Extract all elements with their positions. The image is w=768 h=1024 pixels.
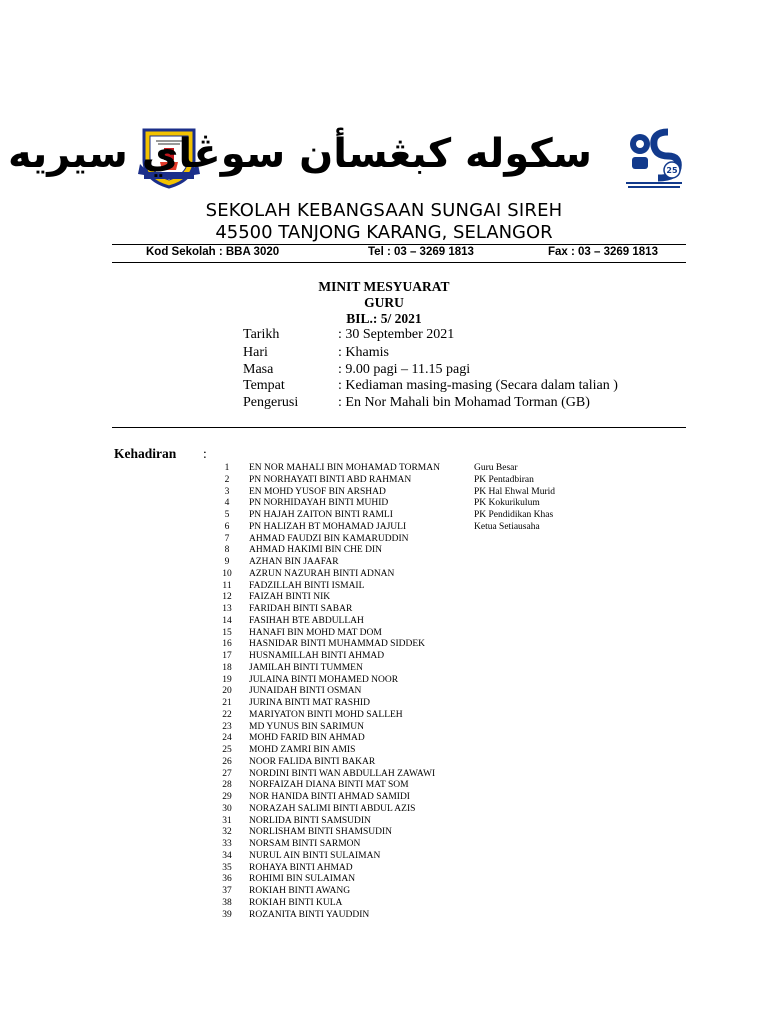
attendee-name: AHMAD HAKIMI BIN CHE DIN [249,545,382,556]
attendee-number: 8 [224,545,230,556]
attendee-name: ROHIMI BIN SULAIMAN [249,874,356,885]
attendance-colon: : [203,446,207,461]
attendee-name: NORAZAH SALIMI BINTI ABDUL AZIS [249,803,416,814]
attendee-name: FAIZAH BINTI NIK [249,592,331,603]
doc-number: BIL.: 5/ 2021 [346,311,422,326]
attendee-number: 10 [222,568,232,579]
contact-bar [112,245,686,262]
attendee-name: FARIDAH BINTI SABAR [249,604,353,614]
attendance-row [0,675,768,687]
meta-value: : Kediaman masing-masing (Secara dalam talian ) [338,378,618,393]
attendance-row [0,839,768,851]
attendee-role: PK Pendidikan Khas [474,510,554,520]
attendance-row [0,698,768,710]
school-name-jawi: سکوله کبڠسأن سوڠاي سيريه [7,131,592,177]
attendee-name: JAMILAH BINTI TUMMEN [249,662,363,673]
attendee-name: MOHD FARID BIN AHMAD [249,733,365,744]
attendee-name: HASNIDAR BINTI MUHAMMAD SIDDEK [249,639,426,650]
attendee-number: 4 [224,498,230,509]
attendee-name: JUNAIDAH BINTI OSMAN [249,686,362,697]
attendee-name: ROZANITA BINTI YAUDDIN [249,909,370,920]
attendance-row [0,710,768,722]
attendee-number: 35 [222,862,232,873]
meta-label: Tempat [243,378,285,393]
attendee-number: 13 [222,604,232,614]
attendee-role: PK Hal Ehwal Murid [474,486,556,497]
attendee-number: 7 [224,533,230,544]
attendee-name: PN HALIZAH BT MOHAMAD JAJULI [249,521,407,532]
attendance-row [0,910,768,922]
attendee-number: 33 [222,839,232,849]
attendance-row [0,475,768,487]
attendee-number: 1 [224,463,230,473]
attendance-row [0,792,768,804]
attendance-row [0,780,768,792]
attendee-number: 23 [222,721,232,732]
attendee-number: 37 [222,886,232,896]
attendee-number: 11 [222,580,232,591]
fax: Fax : 03 – 3269 1813 [548,246,658,258]
attendance-row [0,651,768,663]
attendance-row [0,534,768,546]
attendee-number: 17 [222,651,232,661]
attendee-name: AHMAD FAUDZI BIN KAMARUDDIN [249,533,409,544]
attendee-name: MARIYATON BINTI MOHD SALLEH [249,709,403,720]
attendee-role: PK Kokurikulum [474,498,540,509]
attendee-name: NORDINI BINTI WAN ABDULLAH ZAWAWI [249,768,436,779]
attendance-row [0,628,768,640]
attendance-row [0,616,768,628]
attendance-row [0,522,768,534]
meta-label: Pengerusi [243,395,299,410]
attendee-number: 22 [222,709,232,720]
attendance-row [0,874,768,886]
attendee-number: 27 [222,768,232,779]
attendee-number: 25 [222,745,232,755]
doc-subtitle: GURU [364,295,404,310]
attendee-number: 36 [222,874,232,885]
ppd-logo-icon [622,126,686,192]
meta-label: Hari [243,345,268,360]
attendance-row [0,581,768,593]
attendee-name: JURINA BINTI MAT RASHID [249,698,370,708]
attendee-name: NORLISHAM BINTI SHAMSUDIN [249,827,393,838]
school-address: 45500 TANJONG KARANG, SELANGOR [215,222,553,243]
attendee-number: 5 [224,510,230,520]
attendee-number: 2 [224,474,230,485]
doc-title: MINIT MESYUARAT [318,279,450,294]
attendee-name: FASIHAH BTE ABDULLAH [249,615,364,626]
attendance-row [0,686,768,698]
attendee-number: 18 [222,662,232,673]
attendee-name: NORLIDA BINTI SAMSUDIN [249,815,371,826]
attendee-number: 31 [222,815,232,826]
attendee-number: 28 [222,780,232,791]
meta-value: : 30 September 2021 [338,327,455,342]
attendee-name: NORFAIZAH DIANA BINTI MAT SOM [249,780,409,791]
header-divider-bottom [112,262,686,263]
attendee-number: 29 [222,792,232,802]
attendance-row [0,886,768,898]
attendance-row [0,604,768,616]
attendee-name: NOOR FALIDA BINTI BAKAR [249,756,376,767]
attendee-name: HUSNAMILLAH BINTI AHMAD [249,651,385,661]
attendee-name: MOHD ZAMRI BIN AMIS [249,745,356,755]
attendee-number: 14 [222,615,232,626]
attendee-name: HANAFI BIN MOHD MAT DOM [249,627,382,638]
attendance-row [0,745,768,757]
attendee-name: MD YUNUS BIN SARIMUN [249,721,364,732]
attendee-name: PN HAJAH ZAITON BINTI RAMLI [249,510,393,520]
attendee-name: PN NORHIDAYAH BINTI MUHID [249,498,389,509]
attendee-number: 15 [222,627,232,638]
attendance-row [0,804,768,816]
attendee-name: AZHAN BIN JAAFAR [249,557,339,567]
attendee-role: PK Pentadbiran [474,474,534,485]
attendee-number: 30 [222,803,232,814]
attendance-row [0,851,768,863]
attendee-name: FADZILLAH BINTI ISMAIL [249,580,365,591]
school-name: SEKOLAH KEBANGSAAN SUNGAI SIREH [205,200,563,221]
attendance-row [0,510,768,522]
attendee-role: Guru Besar [474,463,518,473]
attendee-name: NURUL AIN BINTI SULAIMAN [249,850,381,861]
attendance-row [0,545,768,557]
attendance-row [0,639,768,651]
attendee-name: ROKIAH BINTI AWANG [249,886,351,896]
attendee-number: 16 [222,639,232,650]
attendance-row [0,722,768,734]
attendance-row [0,557,768,569]
attendee-number: 38 [222,897,232,908]
attendance-row [0,816,768,828]
attendee-role: Ketua Setiausaha [474,521,540,532]
meta-value: : 9.00 pagi – 11.15 pagi [338,362,471,377]
attendance-row [0,757,768,769]
school-code: Kod Sekolah : BBA 3020 [146,246,280,258]
attendance-row [0,863,768,875]
attendance-row [0,592,768,604]
attendee-number: 6 [224,521,230,532]
attendance-row [0,498,768,510]
attendance-row [0,663,768,675]
attendee-number: 21 [222,698,232,708]
attendance-row [0,733,768,745]
telephone: Tel : 03 – 3269 1813 [368,246,474,258]
attendance-row [0,463,768,475]
attendee-number: 34 [222,850,232,861]
attendee-number: 12 [222,592,232,603]
attendee-number: 3 [224,486,230,497]
attendee-name: ROHAYA BINTI AHMAD [249,862,353,873]
attendee-number: 32 [222,827,232,838]
attendee-number: 26 [222,756,232,767]
attendance-heading: Kehadiran [114,446,177,461]
attendee-name: JULAINA BINTI MOHAMED NOOR [249,674,399,685]
attendee-name: EN NOR MAHALI BIN MOHAMAD TORMAN [249,463,440,473]
section-divider [112,427,686,428]
attendee-number: 19 [222,674,232,685]
attendance-row [0,769,768,781]
meta-label: Masa [243,362,274,377]
attendee-number: 24 [222,733,232,744]
attendee-name: AZRUN NAZURAH BINTI ADNAN [249,568,395,579]
attendance-row [0,898,768,910]
meta-label: Tarikh [243,327,280,342]
meta-value: : Khamis [338,345,389,360]
attendee-name: PN NORHAYATI BINTI ABD RAHMAN [249,474,412,485]
attendance-row [0,827,768,839]
attendance-row [0,569,768,581]
attendee-name: ROKIAH BINTI KULA [249,897,343,908]
attendance-row [0,487,768,499]
attendee-name: EN MOHD YUSOF BIN ARSHAD [249,486,386,497]
attendee-number: 20 [222,686,232,697]
meta-value: : En Nor Mahali bin Mohamad Torman (GB) [338,395,590,410]
attendee-name: NORSAM BINTI SARMON [249,839,361,849]
attendee-number: 39 [222,909,232,920]
attendee-name: NOR HANIDA BINTI AHMAD SAMIDI [249,792,410,802]
ppd-logo-number: 25 [666,166,678,175]
attendee-number: 9 [224,557,230,567]
